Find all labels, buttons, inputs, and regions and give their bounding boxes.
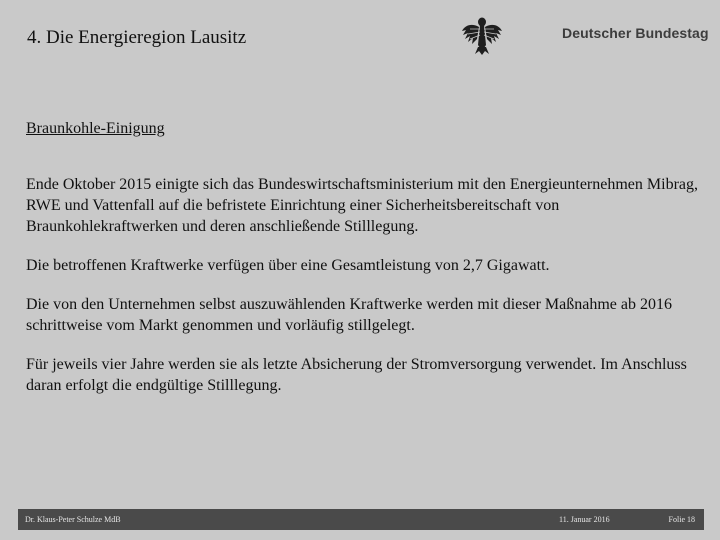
slide-content bbox=[26, 119, 701, 414]
paragraph: Ende Oktober 2015 einigte sich das Bundeswirtschaftsministerium mit den Energieunternehmen Mibrag, RWE und Vattenfall auf die befristete Einrichtung einer Sicherheitsbereitschaft von Braunkohlekraftwerken und deren anschließende Stilllegung. bbox=[26, 176, 698, 235]
slide-header bbox=[0, 0, 720, 70]
slide-title: 4. Die Energieregion Lausitz bbox=[27, 27, 247, 48]
footer-author: Dr. Klaus-Peter Schulze MdB bbox=[25, 515, 121, 524]
footer-date: 11. Januar 2016 bbox=[559, 515, 610, 524]
paragraph: Für jeweils vier Jahre werden sie als letzte Absicherung der Stromversorgung verwendet. Im Anschluss daran erfolgt die endgültige Stilllegung. bbox=[26, 356, 687, 394]
section-heading: Braunkohle-Einigung bbox=[26, 120, 165, 137]
paragraph: Die betroffenen Kraftwerke verfügen über eine Gesamtleistung von 2,7 Gigawatt. bbox=[26, 257, 550, 274]
bundestag-logo-text: Deutscher Bundestag bbox=[562, 25, 709, 41]
slide-footer bbox=[18, 509, 704, 530]
federal-eagle-icon bbox=[460, 15, 504, 55]
paragraph-list bbox=[26, 174, 701, 396]
footer-page-number: Folie 18 bbox=[668, 515, 695, 524]
paragraph: Die von den Unternehmen selbst auszuwählenden Kraftwerke werden mit dieser Maßnahme ab 2016 schrittweise vom Markt genommen und vorläufig stillgelegt. bbox=[26, 296, 673, 334]
